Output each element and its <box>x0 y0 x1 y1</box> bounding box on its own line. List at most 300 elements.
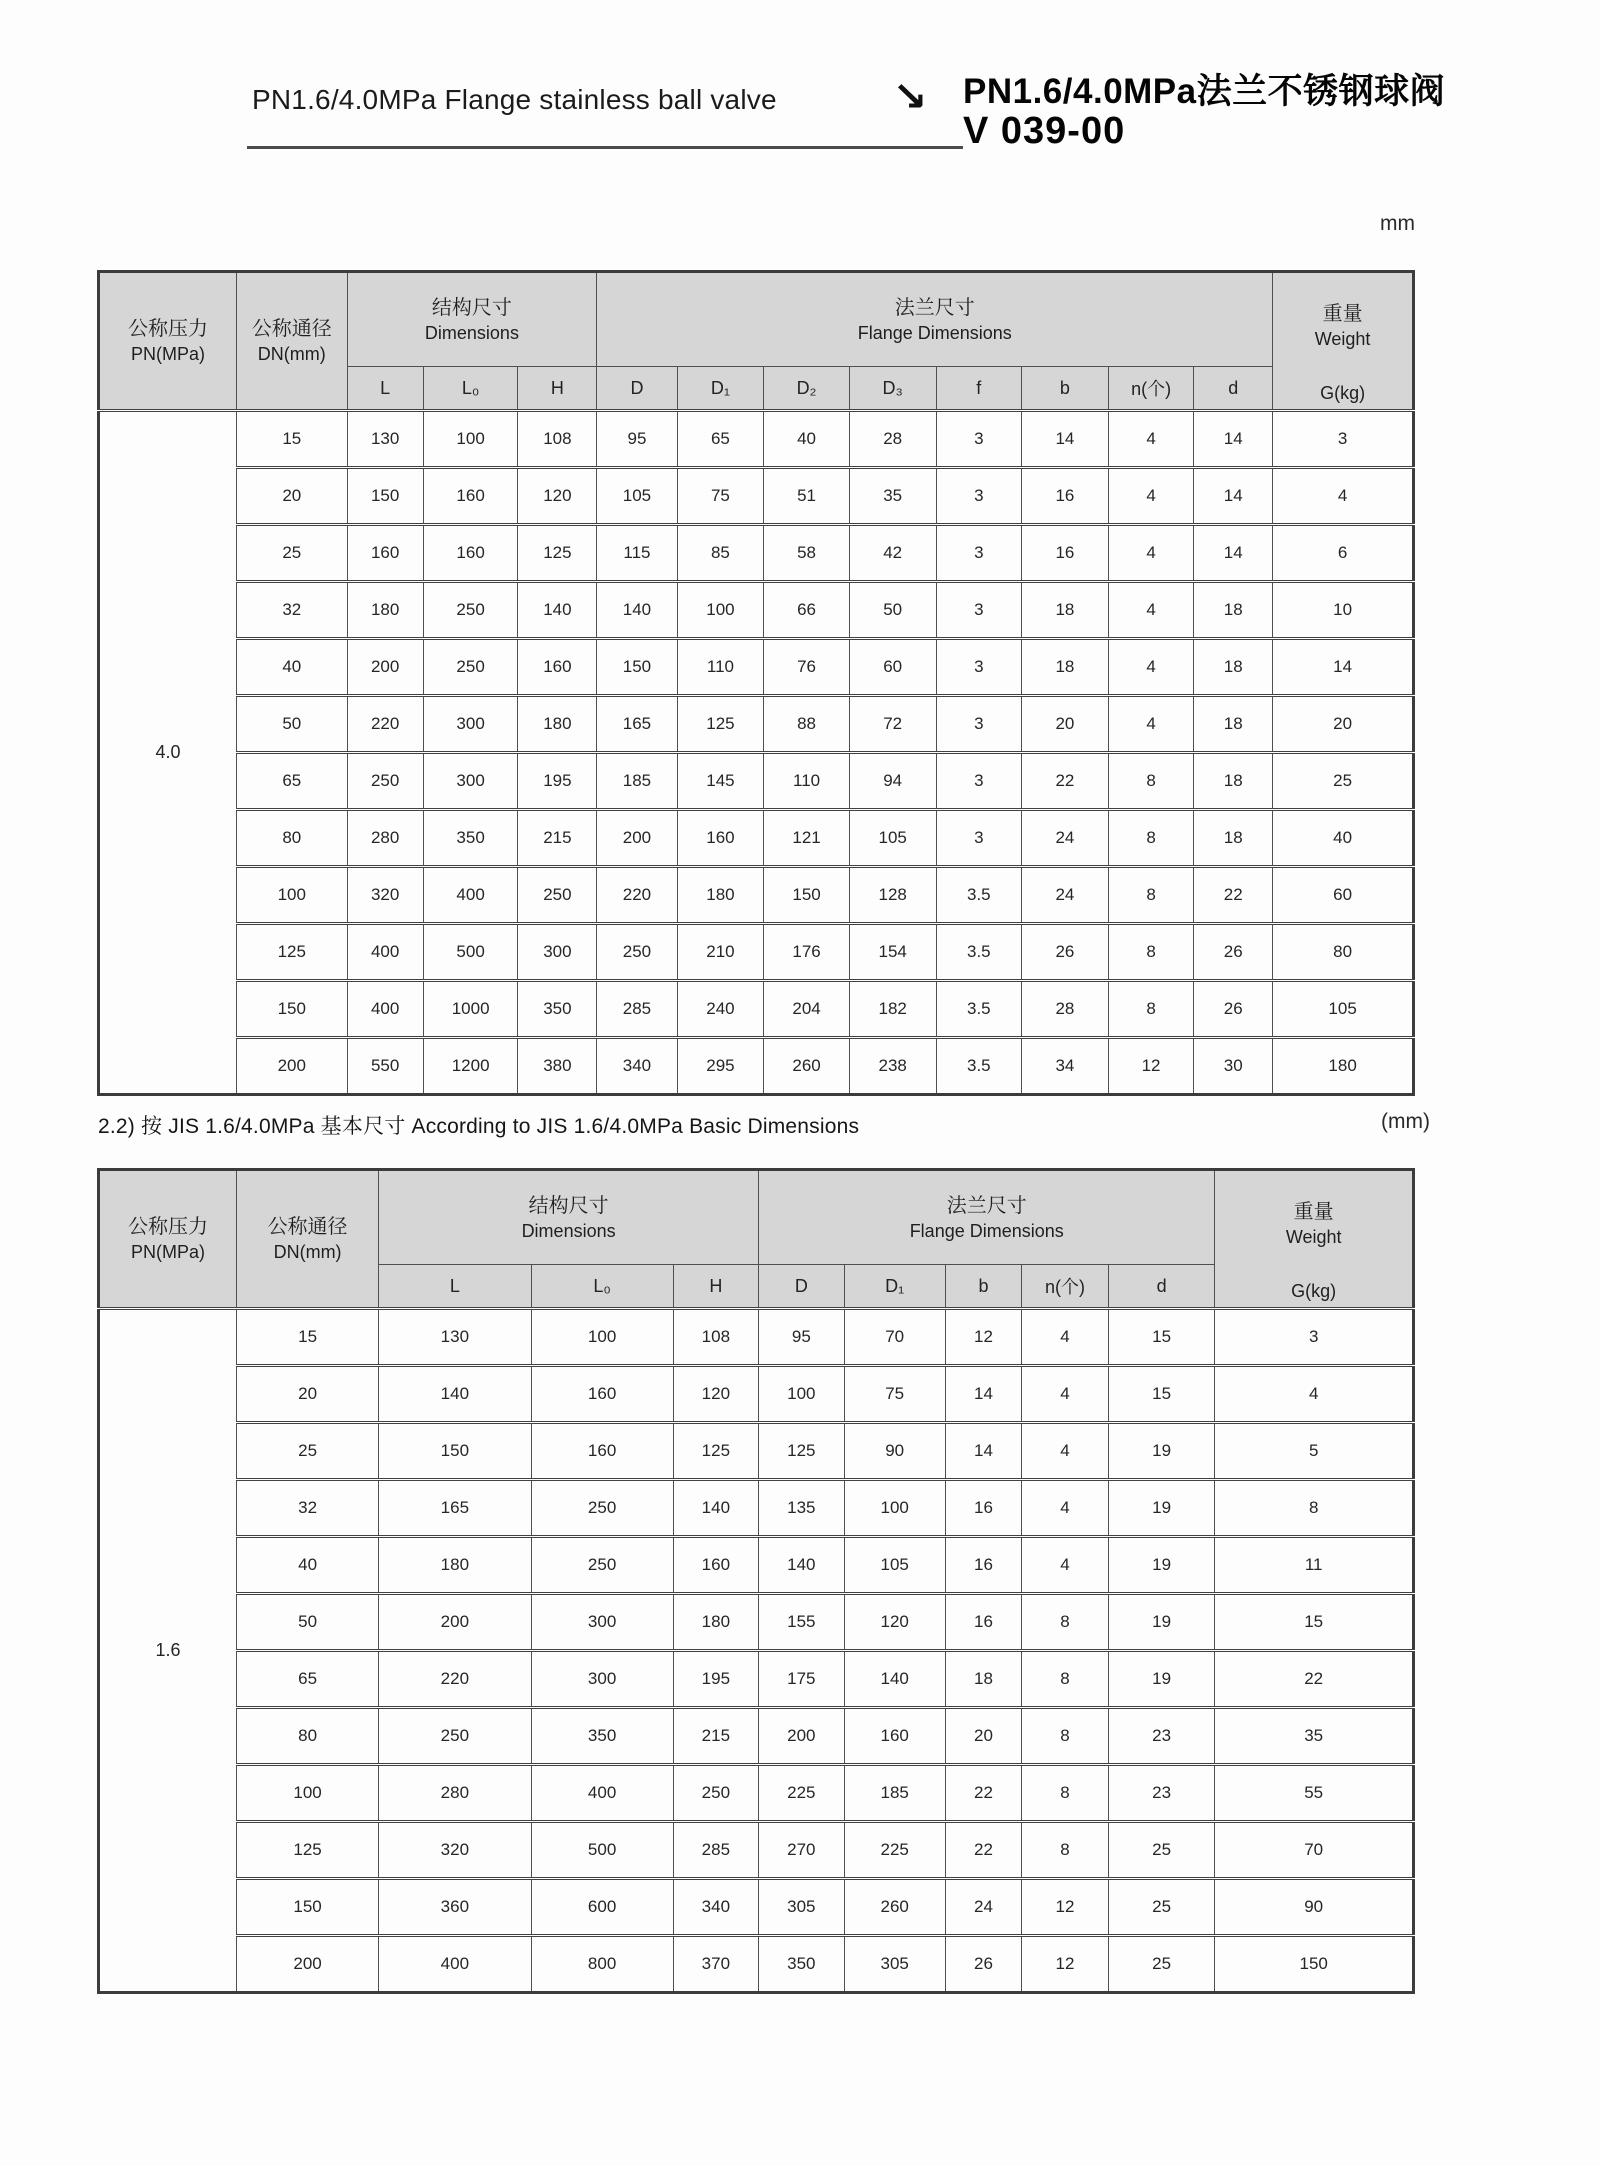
table-cell: 50 <box>849 582 936 639</box>
table-cell: 185 <box>597 753 677 810</box>
col-header-d: d <box>1194 367 1273 411</box>
unit-label-mm: mm <box>1380 212 1415 235</box>
table-cell: 34 <box>1022 1038 1109 1095</box>
table-cell: 500 <box>531 1822 673 1879</box>
page-title-en: PN1.6/4.0MPa Flange stainless ball valve <box>252 84 777 115</box>
table-cell: 110 <box>764 753 849 810</box>
table-cell: 14 <box>945 1423 1021 1480</box>
col-header-flange: 法兰尺寸 Flange Dimensions <box>597 272 1273 367</box>
table-cell: 8 <box>1022 1594 1109 1651</box>
table-cell: 8 <box>1108 981 1193 1038</box>
table-cell: 140 <box>759 1537 844 1594</box>
table-cell: 3.5 <box>936 924 1021 981</box>
table-cell: 176 <box>764 924 849 981</box>
table-cell: 180 <box>518 696 597 753</box>
table-cell: 75 <box>677 468 764 525</box>
table-cell: 14 <box>1194 411 1273 468</box>
table-cell: 16 <box>1022 525 1109 582</box>
table-cell: 340 <box>673 1879 758 1936</box>
table-cell: 58 <box>764 525 849 582</box>
table-cell: 200 <box>237 1038 347 1095</box>
table-cell: 150 <box>379 1423 532 1480</box>
table-cell: 19 <box>1108 1480 1215 1537</box>
table-cell: 25 <box>237 1423 379 1480</box>
table-cell: 130 <box>379 1309 532 1366</box>
title-underline <box>247 146 963 149</box>
table-cell: 4 <box>1215 1366 1414 1423</box>
table-cell: 220 <box>379 1651 532 1708</box>
spec-table-pn40 <box>97 270 1415 1096</box>
table-row <box>99 639 1414 696</box>
table-cell: 40 <box>237 1537 379 1594</box>
table-cell: 260 <box>844 1879 945 1936</box>
table-cell: 120 <box>844 1594 945 1651</box>
table-cell: 121 <box>764 810 849 867</box>
table-cell: 28 <box>1022 981 1109 1038</box>
col-header-D: D <box>597 367 677 411</box>
table-cell: 100 <box>759 1366 844 1423</box>
table-cell: 32 <box>237 1480 379 1537</box>
table-cell: 4 <box>1108 411 1193 468</box>
table-cell: 80 <box>1273 924 1414 981</box>
table-cell: 8 <box>1022 1651 1109 1708</box>
table-cell: 550 <box>347 1038 423 1095</box>
table-cell: 3 <box>936 696 1021 753</box>
table-cell: 300 <box>531 1594 673 1651</box>
table-row <box>99 1423 1414 1480</box>
table-cell: 140 <box>597 582 677 639</box>
table-cell: 160 <box>531 1423 673 1480</box>
col-header-D3: D₃ <box>849 367 936 411</box>
table-cell: 80 <box>237 810 347 867</box>
table-row <box>99 1480 1414 1537</box>
table-cell: 16 <box>945 1480 1021 1537</box>
table-cell: 350 <box>759 1936 844 1993</box>
col-header-dn: 公称通径 DN(mm) <box>237 1170 379 1309</box>
table-cell: 305 <box>844 1936 945 1993</box>
table-cell: 240 <box>677 981 764 1038</box>
table-cell: 260 <box>764 1038 849 1095</box>
table-cell: 250 <box>347 753 423 810</box>
table-row <box>99 1936 1414 1993</box>
table-cell: 215 <box>518 810 597 867</box>
table-cell: 3.5 <box>936 981 1021 1038</box>
table-cell: 14 <box>945 1366 1021 1423</box>
pn-value-cell: 4.0 <box>99 411 237 1095</box>
table-cell: 65 <box>237 753 347 810</box>
table-cell: 60 <box>1273 867 1414 924</box>
table-cell: 285 <box>673 1822 758 1879</box>
col-header-H: H <box>518 367 597 411</box>
table-cell: 8 <box>1108 810 1193 867</box>
col-header-dimensions: 结构尺寸 Dimensions <box>379 1170 759 1265</box>
col-header-b: b <box>945 1265 1021 1309</box>
table-cell: 19 <box>1108 1594 1215 1651</box>
table-cell: 3 <box>1215 1309 1414 1366</box>
table-cell: 160 <box>518 639 597 696</box>
table-cell: 110 <box>677 639 764 696</box>
table-row <box>99 867 1414 924</box>
table-cell: 24 <box>1022 867 1109 924</box>
col-header-d: d <box>1108 1265 1215 1309</box>
table-cell: 280 <box>379 1765 532 1822</box>
table-cell: 8 <box>1215 1480 1414 1537</box>
table-row <box>99 411 1414 468</box>
table-cell: 200 <box>237 1936 379 1993</box>
table-cell: 35 <box>1215 1708 1414 1765</box>
table-cell: 600 <box>531 1879 673 1936</box>
table-cell: 15 <box>237 411 347 468</box>
col-header-L0: L₀ <box>423 367 518 411</box>
col-header-weight-unit: G(kg) <box>1291 1280 1337 1301</box>
table-cell: 125 <box>237 1822 379 1879</box>
table-cell: 12 <box>1022 1879 1109 1936</box>
table-row <box>99 582 1414 639</box>
table-cell: 250 <box>379 1708 532 1765</box>
col-header-weight: 重量 Weight G(kg) <box>1273 272 1414 411</box>
table-cell: 200 <box>597 810 677 867</box>
table-cell: 165 <box>379 1480 532 1537</box>
table-cell: 155 <box>759 1594 844 1651</box>
col-header-n: n(个) <box>1022 1265 1109 1309</box>
table-row <box>99 1309 1414 1366</box>
table-cell: 23 <box>1108 1708 1215 1765</box>
table-cell: 250 <box>673 1765 758 1822</box>
table-cell: 185 <box>844 1765 945 1822</box>
table-cell: 3 <box>936 468 1021 525</box>
model-code: V 039-00 <box>963 110 1126 152</box>
table-cell: 3 <box>936 810 1021 867</box>
table-cell: 500 <box>423 924 518 981</box>
table-cell: 22 <box>1215 1651 1414 1708</box>
table-cell: 140 <box>844 1651 945 1708</box>
table-cell: 115 <box>597 525 677 582</box>
table-cell: 16 <box>945 1594 1021 1651</box>
table-cell: 195 <box>518 753 597 810</box>
table-cell: 165 <box>597 696 677 753</box>
table-cell: 105 <box>1273 981 1414 1038</box>
col-header-pn: 公称压力 PN(MPa) <box>99 272 237 411</box>
table-cell: 4 <box>1022 1537 1109 1594</box>
table-cell: 15 <box>1215 1594 1414 1651</box>
table-cell: 150 <box>237 981 347 1038</box>
table-cell: 195 <box>673 1651 758 1708</box>
table-cell: 200 <box>759 1708 844 1765</box>
table-cell: 154 <box>849 924 936 981</box>
col-header-D1: D₁ <box>844 1265 945 1309</box>
spec-table-jis <box>97 1168 1415 1994</box>
table-cell: 380 <box>518 1038 597 1095</box>
table-cell: 65 <box>237 1651 379 1708</box>
table-cell: 200 <box>347 639 423 696</box>
table-cell: 51 <box>764 468 849 525</box>
table-cell: 160 <box>677 810 764 867</box>
table-cell: 14 <box>1022 411 1109 468</box>
table-cell: 140 <box>379 1366 532 1423</box>
table-cell: 18 <box>1022 639 1109 696</box>
table-cell: 4 <box>1022 1366 1109 1423</box>
table-cell: 4 <box>1022 1480 1109 1537</box>
table-cell: 40 <box>764 411 849 468</box>
col-header-D: D <box>759 1265 844 1309</box>
table-cell: 4 <box>1108 525 1193 582</box>
col-header-pn: 公称压力 PN(MPa) <box>99 1170 237 1309</box>
table-cell: 8 <box>1022 1822 1109 1879</box>
table-cell: 16 <box>1022 468 1109 525</box>
table-cell: 88 <box>764 696 849 753</box>
table-row <box>99 1594 1414 1651</box>
table-cell: 20 <box>1273 696 1414 753</box>
col-header-D1: D₁ <box>677 367 764 411</box>
table-cell: 18 <box>945 1651 1021 1708</box>
table-cell: 150 <box>237 1879 379 1936</box>
table-cell: 5 <box>1215 1423 1414 1480</box>
table-cell: 320 <box>379 1822 532 1879</box>
table-row <box>99 1366 1414 1423</box>
table-cell: 140 <box>518 582 597 639</box>
table-cell: 22 <box>945 1765 1021 1822</box>
table-cell: 145 <box>677 753 764 810</box>
table-cell: 14 <box>1194 468 1273 525</box>
table-cell: 3 <box>936 753 1021 810</box>
table-cell: 16 <box>945 1537 1021 1594</box>
table-cell: 135 <box>759 1480 844 1537</box>
table-cell: 125 <box>237 924 347 981</box>
table-cell: 160 <box>673 1537 758 1594</box>
table-cell: 18 <box>1194 753 1273 810</box>
table-cell: 15 <box>237 1309 379 1366</box>
table-cell: 160 <box>531 1366 673 1423</box>
table-row <box>99 753 1414 810</box>
table-cell: 3 <box>936 639 1021 696</box>
table-cell: 180 <box>677 867 764 924</box>
col-header-n: n(个) <box>1108 367 1193 411</box>
table-cell: 3.5 <box>936 867 1021 924</box>
table-cell: 1200 <box>423 1038 518 1095</box>
table-cell: 150 <box>597 639 677 696</box>
table-cell: 220 <box>347 696 423 753</box>
table-cell: 180 <box>1273 1038 1414 1095</box>
table-cell: 8 <box>1108 924 1193 981</box>
table-cell: 25 <box>1273 753 1414 810</box>
table-cell: 400 <box>347 924 423 981</box>
table-cell: 66 <box>764 582 849 639</box>
table-cell: 4 <box>1022 1309 1109 1366</box>
table-cell: 4 <box>1108 639 1193 696</box>
col-header-flange: 法兰尺寸 Flange Dimensions <box>759 1170 1215 1265</box>
table-cell: 90 <box>844 1423 945 1480</box>
table-cell: 25 <box>237 525 347 582</box>
table-cell: 11 <box>1215 1537 1414 1594</box>
table-cell: 50 <box>237 1594 379 1651</box>
table-cell: 300 <box>423 696 518 753</box>
table-cell: 250 <box>423 582 518 639</box>
table-cell: 320 <box>347 867 423 924</box>
table-cell: 22 <box>945 1822 1021 1879</box>
table-cell: 400 <box>347 981 423 1038</box>
table-cell: 105 <box>844 1537 945 1594</box>
table-cell: 210 <box>677 924 764 981</box>
arrow-down-right-icon: ↘ <box>892 75 928 119</box>
col-header-D2: D₂ <box>764 367 849 411</box>
table-cell: 94 <box>849 753 936 810</box>
table-cell: 1000 <box>423 981 518 1038</box>
table-cell: 140 <box>673 1480 758 1537</box>
table-cell: 80 <box>237 1708 379 1765</box>
table-cell: 160 <box>423 525 518 582</box>
table-cell: 225 <box>844 1822 945 1879</box>
col-header-f: f <box>936 367 1021 411</box>
table-cell: 12 <box>1108 1038 1193 1095</box>
table-cell: 26 <box>1022 924 1109 981</box>
table-cell: 120 <box>518 468 597 525</box>
col-header-b: b <box>1022 367 1109 411</box>
col-header-L: L <box>347 367 423 411</box>
table-cell: 400 <box>531 1765 673 1822</box>
table-cell: 4 <box>1273 468 1414 525</box>
table-cell: 150 <box>1215 1936 1414 1993</box>
table-cell: 370 <box>673 1936 758 1993</box>
table-cell: 270 <box>759 1822 844 1879</box>
table-cell: 4 <box>1108 696 1193 753</box>
table-cell: 250 <box>531 1537 673 1594</box>
table-cell: 18 <box>1194 810 1273 867</box>
col-header-L0: L₀ <box>531 1265 673 1309</box>
table-cell: 105 <box>849 810 936 867</box>
table-cell: 72 <box>849 696 936 753</box>
table-cell: 26 <box>1194 981 1273 1038</box>
table-row <box>99 1708 1414 1765</box>
table-cell: 15 <box>1108 1309 1215 1366</box>
table-cell: 15 <box>1108 1366 1215 1423</box>
table-cell: 26 <box>1194 924 1273 981</box>
table-cell: 24 <box>1022 810 1109 867</box>
table-cell: 305 <box>759 1879 844 1936</box>
table-cell: 350 <box>531 1708 673 1765</box>
table-cell: 4 <box>1108 468 1193 525</box>
table-cell: 22 <box>1022 753 1109 810</box>
table-cell: 4 <box>1022 1423 1109 1480</box>
col-header-dn: 公称通径 DN(mm) <box>237 272 347 411</box>
table-cell: 125 <box>518 525 597 582</box>
table-cell: 95 <box>597 411 677 468</box>
table-cell: 100 <box>423 411 518 468</box>
table-row <box>99 1651 1414 1708</box>
table-cell: 204 <box>764 981 849 1038</box>
table-cell: 3.5 <box>936 1038 1021 1095</box>
table-cell: 250 <box>597 924 677 981</box>
table-cell: 18 <box>1194 639 1273 696</box>
table-row <box>99 1038 1414 1095</box>
table-cell: 32 <box>237 582 347 639</box>
table-cell: 8 <box>1022 1708 1109 1765</box>
table-row <box>99 525 1414 582</box>
table-cell: 8 <box>1108 753 1193 810</box>
table-cell: 30 <box>1194 1038 1273 1095</box>
table-cell: 100 <box>844 1480 945 1537</box>
table-cell: 200 <box>379 1594 532 1651</box>
table-cell: 65 <box>677 411 764 468</box>
table-cell: 76 <box>764 639 849 696</box>
table-cell: 215 <box>673 1708 758 1765</box>
table-cell: 300 <box>423 753 518 810</box>
table-cell: 40 <box>1273 810 1414 867</box>
table-cell: 160 <box>844 1708 945 1765</box>
table-cell: 100 <box>237 1765 379 1822</box>
table-cell: 160 <box>423 468 518 525</box>
table-cell: 360 <box>379 1879 532 1936</box>
table-cell: 20 <box>237 468 347 525</box>
table-cell: 280 <box>347 810 423 867</box>
table-cell: 400 <box>423 867 518 924</box>
table-cell: 285 <box>597 981 677 1038</box>
table-cell: 182 <box>849 981 936 1038</box>
table-cell: 14 <box>1194 525 1273 582</box>
table-cell: 4 <box>1108 582 1193 639</box>
table-cell: 12 <box>945 1309 1021 1366</box>
table-cell: 125 <box>677 696 764 753</box>
col-header-L: L <box>379 1265 532 1309</box>
table-cell: 14 <box>1273 639 1414 696</box>
section-heading: 2.2) 按 JIS 1.6/4.0MPa 基本尺寸 According to JIS 1.6/4.0MPa Basic Dimensions <box>98 1115 860 1138</box>
table-cell: 70 <box>1215 1822 1414 1879</box>
table-cell: 350 <box>518 981 597 1038</box>
table-cell: 19 <box>1108 1651 1215 1708</box>
table-cell: 24 <box>945 1879 1021 1936</box>
table-cell: 108 <box>518 411 597 468</box>
table-cell: 8 <box>1022 1765 1109 1822</box>
table-cell: 340 <box>597 1038 677 1095</box>
table-cell: 19 <box>1108 1423 1215 1480</box>
table-cell: 350 <box>423 810 518 867</box>
table-cell: 25 <box>1108 1879 1215 1936</box>
table-cell: 250 <box>518 867 597 924</box>
table-cell: 95 <box>759 1309 844 1366</box>
table-cell: 55 <box>1215 1765 1414 1822</box>
table-row <box>99 981 1414 1038</box>
table-cell: 150 <box>764 867 849 924</box>
table-cell: 300 <box>531 1651 673 1708</box>
table-cell: 20 <box>945 1708 1021 1765</box>
table-cell: 85 <box>677 525 764 582</box>
table-cell: 238 <box>849 1038 936 1095</box>
table-row <box>99 1879 1414 1936</box>
table-cell: 3 <box>936 582 1021 639</box>
table-cell: 160 <box>347 525 423 582</box>
table-cell: 25 <box>1108 1936 1215 1993</box>
table-cell: 18 <box>1022 582 1109 639</box>
table-cell: 108 <box>673 1309 758 1366</box>
table-cell: 20 <box>237 1366 379 1423</box>
table-cell: 220 <box>597 867 677 924</box>
col-header-weight: 重量 Weight G(kg) <box>1215 1170 1414 1309</box>
col-header-dimensions: 结构尺寸 Dimensions <box>347 272 597 367</box>
table-cell: 20 <box>1022 696 1109 753</box>
table-cell: 120 <box>673 1366 758 1423</box>
table-cell: 105 <box>597 468 677 525</box>
table-cell: 400 <box>379 1936 532 1993</box>
table-row <box>99 1537 1414 1594</box>
table-cell: 180 <box>347 582 423 639</box>
table-cell: 90 <box>1215 1879 1414 1936</box>
unit-label-mm-2: (mm) <box>1381 1110 1430 1133</box>
table-cell: 125 <box>759 1423 844 1480</box>
table-row <box>99 1765 1414 1822</box>
pn-value-cell: 1.6 <box>99 1309 237 1993</box>
table-cell: 3 <box>936 525 1021 582</box>
table-cell: 26 <box>945 1936 1021 1993</box>
table-cell: 150 <box>347 468 423 525</box>
